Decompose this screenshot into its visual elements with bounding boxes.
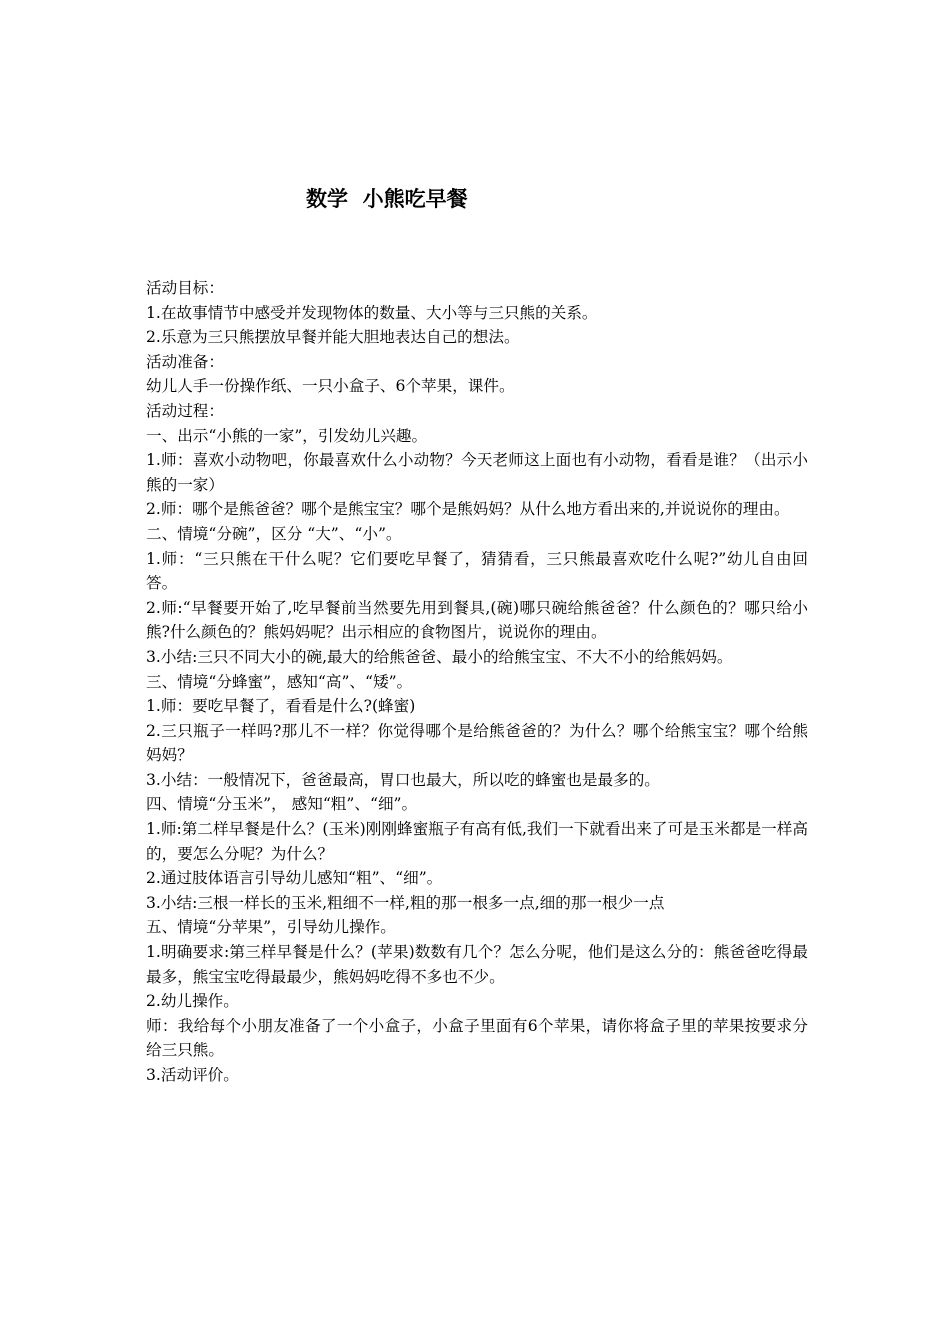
process-step-item: 3.小结：一般情况下，爸爸最高，胃口也最大，所以吃的蜂蜜也是最多的。 xyxy=(146,770,660,789)
process-step-item: 2.师:“早餐要开始了,吃早餐前当然要先用到餐具,(碗)哪只碗给熊爸爸？什么颜色的？哪只给小熊?什么颜色的？熊妈妈呢？出示相应的食物图片，说说你的理由。 xyxy=(146,598,808,642)
process-step-item: 2.师：哪个是熊爸爸？哪个是熊宝宝？哪个是熊妈妈？从什么地方看出来的,并说说你的理由。 xyxy=(146,500,790,519)
process-step-item: 1.师:第二样早餐是什么？(玉米)刚刚蜂蜜瓶子有高有低,我们一下就看出来了可是玉米都是一样高的，要怎么分呢？为什么？ xyxy=(146,820,808,863)
process-step-heading: 四、情境“分玉米”， 感知“粗”、“细”。 xyxy=(146,795,418,814)
process-step-item: 3.活动评价。 xyxy=(146,1066,239,1084)
goal-item: 2.乐意为三只熊摆放早餐并能大胆地表达自己的想法。 xyxy=(146,328,520,347)
process-step-heading: 一、出示“小熊的一家”，引发幼儿兴趣。 xyxy=(146,426,428,445)
process-step-item: 1.师：要吃早餐了，看看是什么?(蜂蜜) xyxy=(146,697,416,716)
process-step-item: 1.师：喜欢小动物吧，你最喜欢什么小动物？今天老师这上面也有小动物，看看是谁？（出示小熊的一家） xyxy=(146,451,808,494)
process-step-heading: 五、情境“分苹果”，引导幼儿操作。 xyxy=(146,918,396,937)
process-step-item: 2.通过肢体语言引导幼儿感知“粗”、“细”。 xyxy=(146,869,443,888)
document-title: 数学 小熊吃早餐 xyxy=(306,187,468,211)
section-heading-preparation: 活动准备： xyxy=(146,352,224,371)
process-step-heading: 三、情境“分蜂蜜”，感知“高”、“矮”。 xyxy=(146,672,413,691)
preparation-text: 幼儿人手一份操作纸、一只小盒子、6个苹果，课件。 xyxy=(146,377,515,396)
process-step-item: 2.三只瓶子一样吗?那儿不一样？你觉得哪个是给熊爸爸的？为什么？哪个给熊宝宝？哪个给熊妈妈？ xyxy=(146,721,808,765)
process-step-heading: 二、情境“分碗”，区分 “大”、“小”。 xyxy=(146,524,402,543)
process-step-item: 师：我给每个小朋友准备了一个小盒子，小盒子里面有6个苹果，请你将盒子里的苹果按要求分给三只熊。 xyxy=(146,1016,808,1060)
goal-item: 1.在故事情节中感受并发现物体的数量、大小等与三只熊的关系。 xyxy=(146,303,598,322)
process-step-item: 3.小结:三根一样长的玉米,粗细不一样,粗的那一根多一点,细的那一根少一点 xyxy=(146,893,665,912)
section-heading-process: 活动过程： xyxy=(146,401,224,420)
process-step-item: 3.小结:三只不同大小的碗,最大的给熊爸爸、最小的给熊宝宝、不大不小的给熊妈妈。 xyxy=(146,647,733,666)
section-heading-goals: 活动目标： xyxy=(146,279,224,297)
process-step-item: 1.明确要求:第三样早餐是什么？(苹果)数数有几个？怎么分呢，他们是这么分的：熊爸爸吃得最最多，熊宝宝吃得最最少，熊妈妈吃得不多也不少。 xyxy=(146,943,808,986)
document-body xyxy=(146,276,808,1088)
process-step-item: 2.幼儿操作。 xyxy=(146,992,239,1011)
process-step-item: 1.师：“三只熊在干什么呢？它们要吃早餐了，猜猜看，三只熊最喜欢吃什么呢?”幼儿自由回答。 xyxy=(146,549,808,593)
